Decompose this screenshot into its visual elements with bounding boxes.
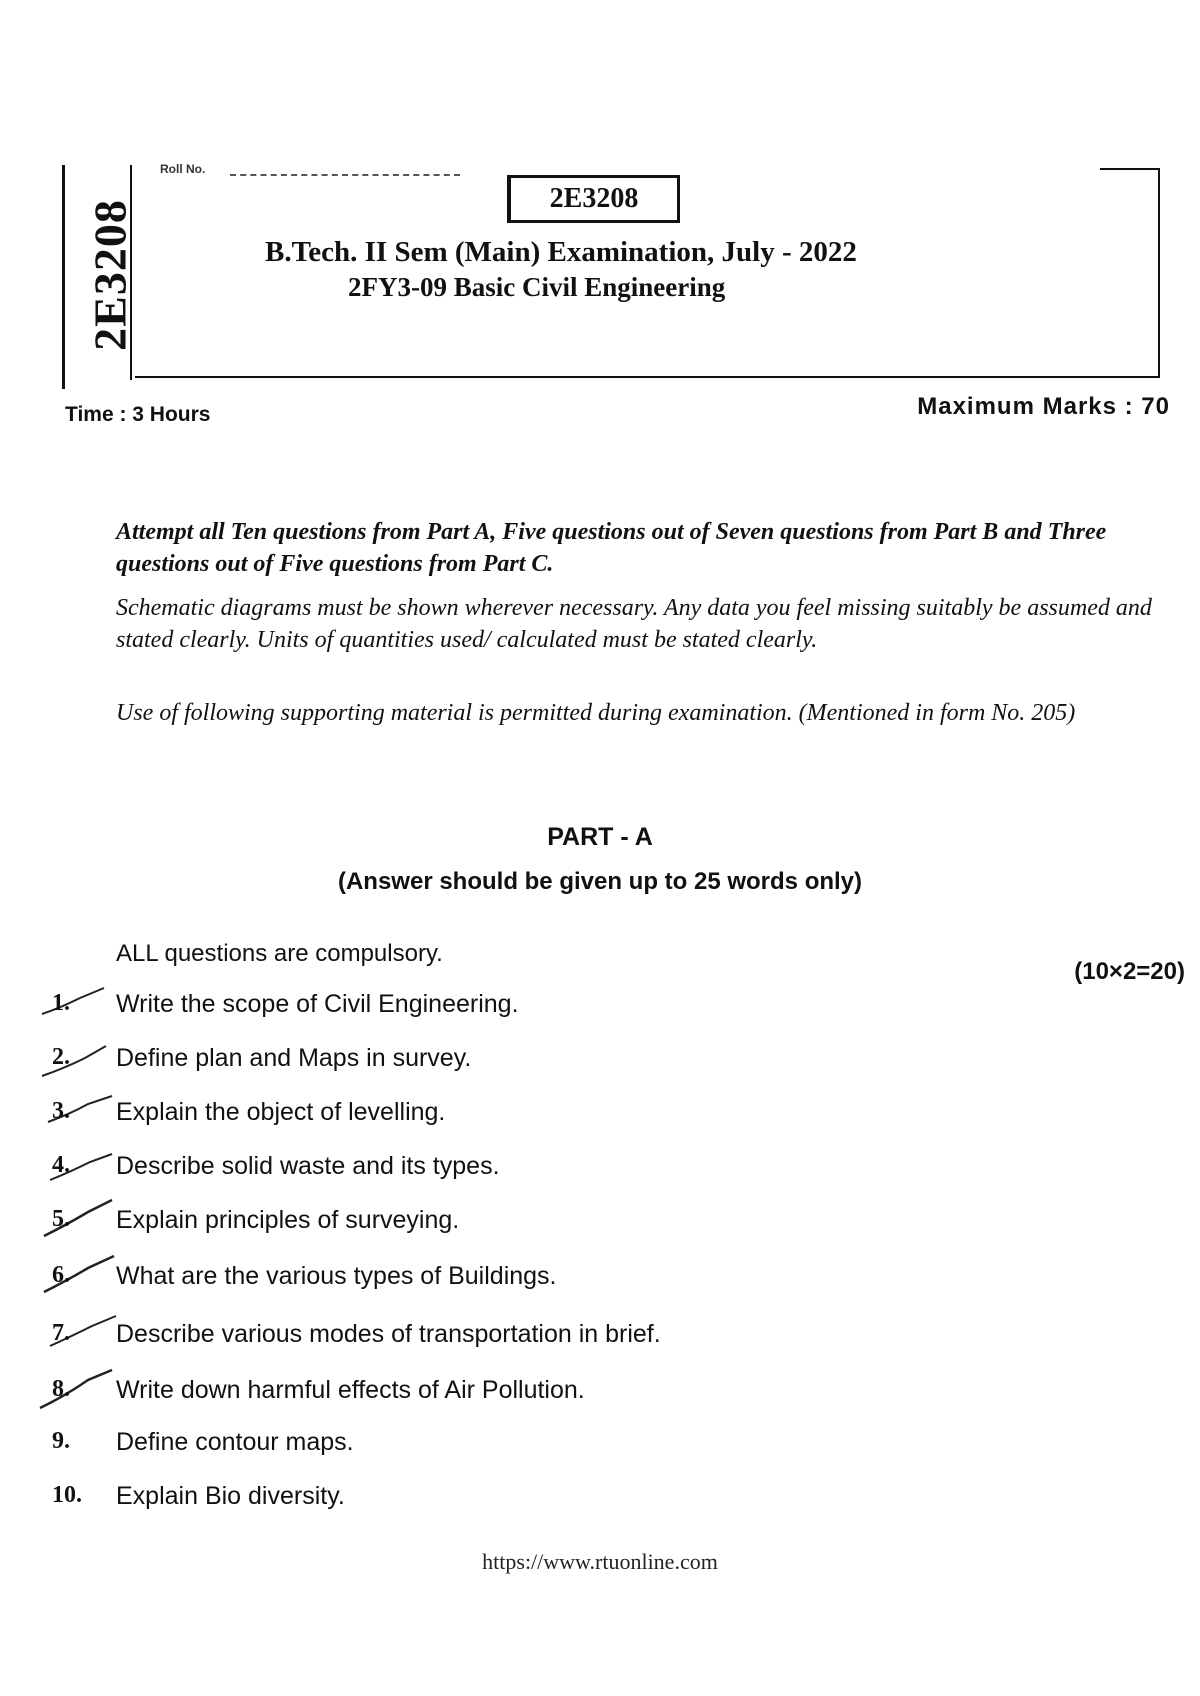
exam-title: B.Tech. II Sem (Main) Examination, July - 2022: [265, 236, 857, 268]
question-item: [40, 1206, 1140, 1246]
instruction-diagrams: Schematic diagrams must be shown wherever necessary. Any data you feel missing suitably be assumed and stated clearly. Units of quantities used/ calculated must be stated clearly.: [116, 595, 1152, 653]
vertical-paper-code: 2E3208: [84, 199, 136, 351]
question-item: [40, 1098, 1140, 1138]
header-box-top-rule: [1100, 168, 1160, 170]
question-text: Define plan and Maps in survey.: [116, 1044, 472, 1072]
question-number: 2.: [52, 1044, 70, 1070]
question-text: Explain principles of surveying.: [116, 1206, 460, 1234]
exam-subject: 2FY3-09 Basic Civil Engineering: [348, 272, 726, 302]
question-number: 10.: [52, 1482, 82, 1508]
question-item: [40, 1152, 1140, 1192]
question-text: Explain the object of levelling.: [116, 1098, 446, 1126]
question-number: 9.: [52, 1428, 70, 1454]
exam-duration: Time : 3 Hours: [65, 403, 211, 426]
footer-url: https://www.rtuonline.com: [482, 1549, 718, 1574]
question-number: 6.: [52, 1262, 70, 1288]
header-left-rule: [62, 165, 65, 389]
question-text: What are the various types of Buildings.: [116, 1262, 557, 1290]
header-box-right-rule: [1158, 168, 1160, 376]
question-text: Explain Bio diversity.: [116, 1482, 345, 1510]
question-number: 5.: [52, 1206, 70, 1232]
question-number: 4.: [52, 1152, 70, 1178]
question-text: Write down harmful effects of Air Pollution.: [116, 1376, 585, 1404]
question-item: [40, 1376, 1140, 1416]
part-a-compulsory-note: ALL questions are compulsory.: [116, 940, 443, 967]
part-a-marks-allocation: (10×2=20): [1074, 958, 1185, 985]
question-number: 1.: [52, 990, 70, 1016]
part-a-title: PART - A: [547, 823, 653, 851]
instruction-materials: Use of following supporting material is permitted during examination. (Mentioned in form No. 205): [116, 700, 1076, 726]
question-text: Write the scope of Civil Engineering.: [116, 990, 519, 1018]
roll-number-blank: [230, 174, 460, 176]
question-item: [40, 1428, 1140, 1468]
question-item: [40, 1482, 1140, 1522]
part-a-word-limit: (Answer should be given up to 25 words only): [337, 868, 863, 895]
question-item: [40, 1262, 1140, 1302]
paper-code-box: 2E3208: [507, 175, 680, 223]
question-number: 7.: [52, 1320, 70, 1346]
question-item: [40, 1320, 1140, 1360]
question-text: Describe solid waste and its types.: [116, 1152, 500, 1180]
question-text: Describe various modes of transportation in brief.: [116, 1320, 661, 1348]
question-number: 3.: [52, 1098, 70, 1124]
question-item: [40, 1044, 1140, 1084]
question-item: [40, 990, 1140, 1030]
question-text: Define contour maps.: [116, 1428, 354, 1456]
maximum-marks: Maximum Marks : 70: [917, 393, 1170, 420]
question-number: 8.: [52, 1376, 70, 1402]
header-box-bottom-rule: [135, 376, 1160, 378]
instruction-attempt: Attempt all Ten questions from Part A, Five questions out of Seven questions from Part B and Three questions out of Five questions from Part C.: [116, 519, 1107, 577]
roll-number-label: Roll No.: [160, 162, 206, 176]
